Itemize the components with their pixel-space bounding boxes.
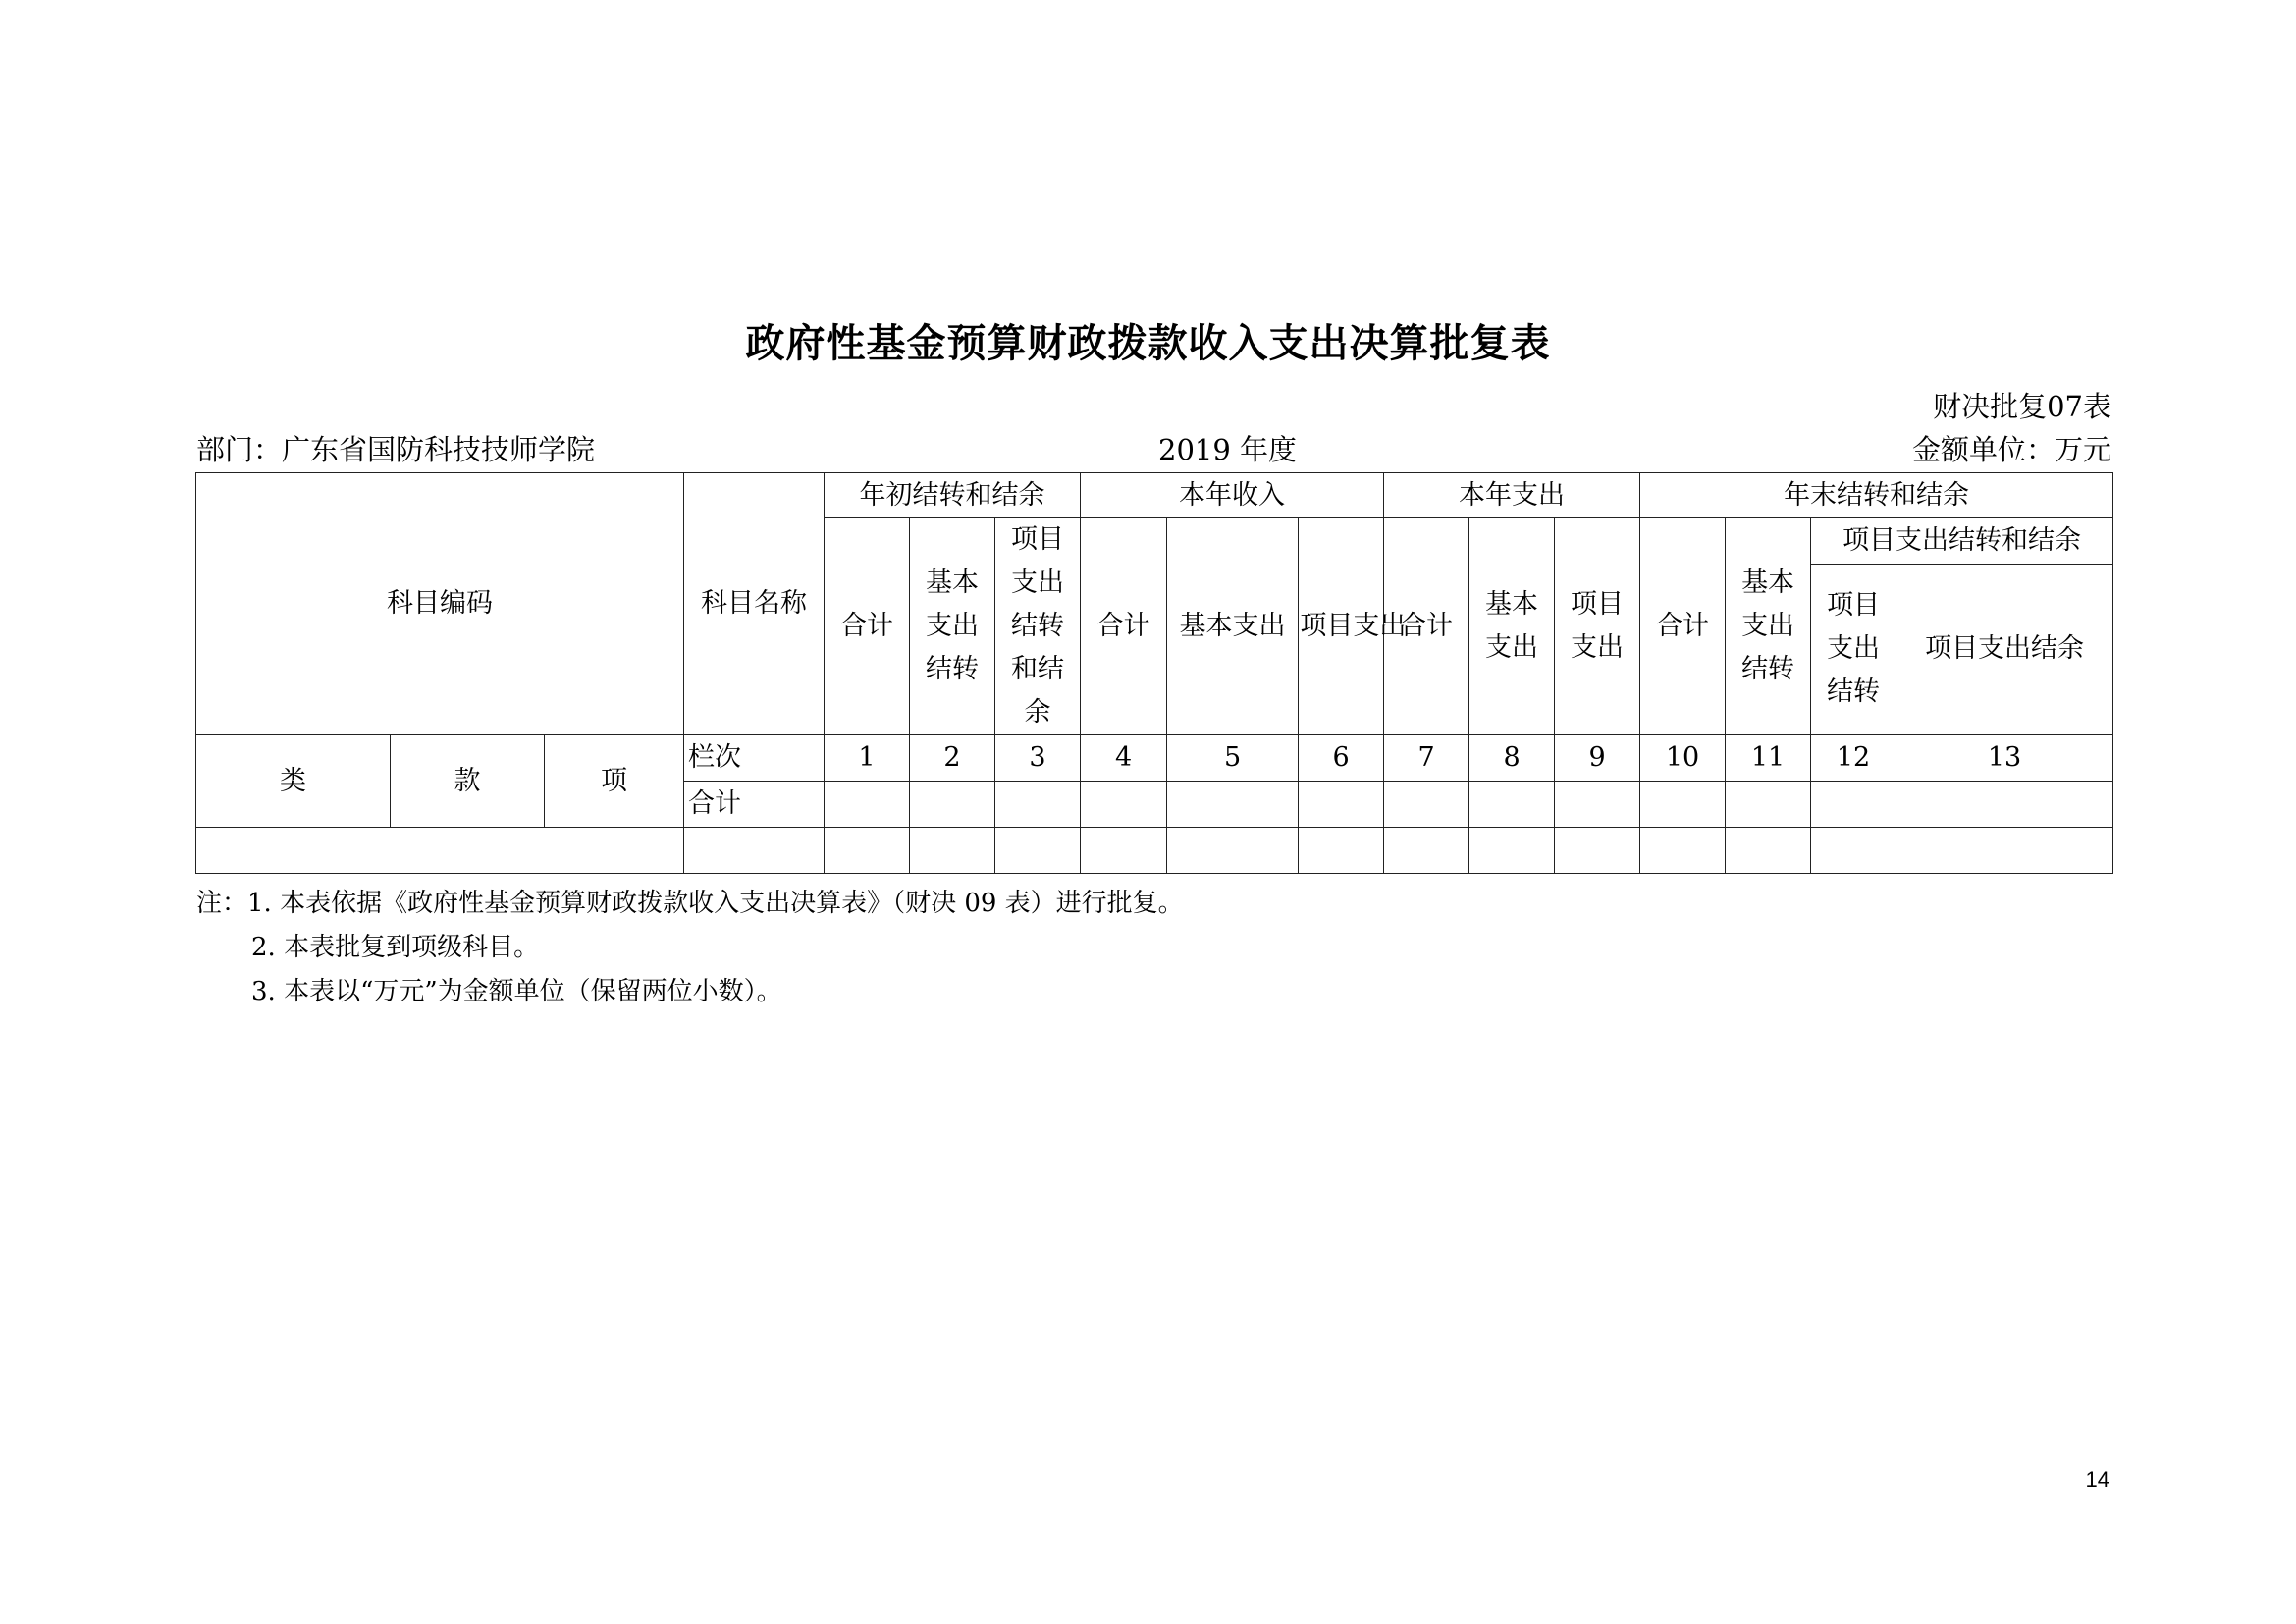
column-number: 12 bbox=[1811, 735, 1896, 782]
unit-label: 金额单位：万元 bbox=[1911, 433, 2111, 466]
header-opening-total: 合计 bbox=[825, 518, 910, 735]
header-expense-project: 项目支出 bbox=[1555, 518, 1640, 735]
table-cell bbox=[1811, 782, 1896, 828]
table-cell bbox=[1384, 828, 1469, 874]
page-title: 政府性基金预算财政拨款收入支出决算批复表 bbox=[745, 321, 1551, 366]
column-number: 10 bbox=[1640, 735, 1726, 782]
header-group-opening: 年初结转和结余 bbox=[825, 473, 1081, 518]
table-cell bbox=[1299, 828, 1384, 874]
column-number: 7 bbox=[1384, 735, 1469, 782]
column-number: 13 bbox=[1896, 735, 2113, 782]
code-part-class: 类 bbox=[196, 735, 391, 828]
header-expense-basic: 基本支出 bbox=[1469, 518, 1555, 735]
header-closing-basic: 基本支出结转 bbox=[1726, 518, 1811, 735]
page-number: 14 bbox=[2085, 1467, 2109, 1491]
footnote-1: 注：1. 本表依据《政府性基金预算财政拨款收入支出决算表》（财决 09 表）进行批复。 bbox=[196, 889, 1184, 918]
year-label: 2019 年度 bbox=[1158, 433, 1298, 466]
header-opening-project: 项目支出结转和结余 bbox=[995, 518, 1081, 735]
approval-table bbox=[195, 472, 2113, 874]
table-cell bbox=[1081, 828, 1167, 874]
column-number: 5 bbox=[1167, 735, 1299, 782]
table-cell bbox=[1384, 782, 1469, 828]
code-part-section: 款 bbox=[391, 735, 545, 828]
table-cell bbox=[1469, 828, 1555, 874]
table-cell bbox=[910, 782, 995, 828]
header-subject-name: 科目名称 bbox=[684, 473, 825, 735]
header-subject-code: 科目编码 bbox=[196, 473, 684, 735]
column-number: 9 bbox=[1555, 735, 1640, 782]
table-cell bbox=[1469, 782, 1555, 828]
code-part-item: 项 bbox=[545, 735, 684, 828]
column-number: 3 bbox=[995, 735, 1081, 782]
table-cell bbox=[1640, 828, 1726, 874]
header-income-project: 项目支出 bbox=[1299, 518, 1384, 735]
table-cell bbox=[1640, 782, 1726, 828]
header-closing-project-balance: 项目支出结余 bbox=[1896, 564, 2113, 734]
table-cell bbox=[910, 828, 995, 874]
table-cell bbox=[1167, 782, 1299, 828]
table-cell bbox=[1555, 828, 1640, 874]
column-number: 6 bbox=[1299, 735, 1384, 782]
table-cell bbox=[1726, 782, 1811, 828]
header-group-closing: 年末结转和结余 bbox=[1640, 473, 2113, 518]
table-cell bbox=[1811, 828, 1896, 874]
table-cell bbox=[995, 782, 1081, 828]
table-cell bbox=[825, 828, 910, 874]
header-closing-project-group: 项目支出结转和结余 bbox=[1811, 518, 2113, 565]
header-closing-total: 合计 bbox=[1640, 518, 1726, 735]
header-income-total: 合计 bbox=[1081, 518, 1167, 735]
table-cell bbox=[1299, 782, 1384, 828]
form-code: 财决批复07表 bbox=[1933, 390, 2111, 423]
table-cell bbox=[825, 782, 910, 828]
table-cell bbox=[1081, 782, 1167, 828]
table-cell bbox=[1726, 828, 1811, 874]
table-cell bbox=[1896, 782, 2113, 828]
column-number: 8 bbox=[1469, 735, 1555, 782]
row-label-column-index: 栏次 bbox=[684, 735, 825, 782]
header-opening-basic: 基本支出结转 bbox=[910, 518, 995, 735]
header-expense-total: 合计 bbox=[1384, 518, 1469, 735]
header-closing-project-carry: 项目支出结转 bbox=[1811, 564, 1896, 734]
footnote-2: 2. 本表批复到项级科目。 bbox=[251, 933, 540, 962]
column-number: 4 bbox=[1081, 735, 1167, 782]
table-cell bbox=[684, 828, 825, 874]
row-label-total: 合计 bbox=[684, 782, 825, 828]
table-cell bbox=[1896, 828, 2113, 874]
column-number: 1 bbox=[825, 735, 910, 782]
header-income-basic: 基本支出 bbox=[1167, 518, 1299, 735]
department-label: 部门：广东省国防科技技师学院 bbox=[196, 433, 596, 466]
table-cell bbox=[1555, 782, 1640, 828]
footnote-3: 3. 本表以“万元”为金额单位（保留两位小数）。 bbox=[251, 977, 782, 1006]
table-cell bbox=[1167, 828, 1299, 874]
table-cell bbox=[995, 828, 1081, 874]
header-group-income: 本年收入 bbox=[1081, 473, 1384, 518]
column-number: 2 bbox=[910, 735, 995, 782]
header-group-expense: 本年支出 bbox=[1384, 473, 1640, 518]
footnotes bbox=[196, 882, 1184, 1014]
table-cell bbox=[196, 828, 684, 874]
column-number: 11 bbox=[1726, 735, 1811, 782]
